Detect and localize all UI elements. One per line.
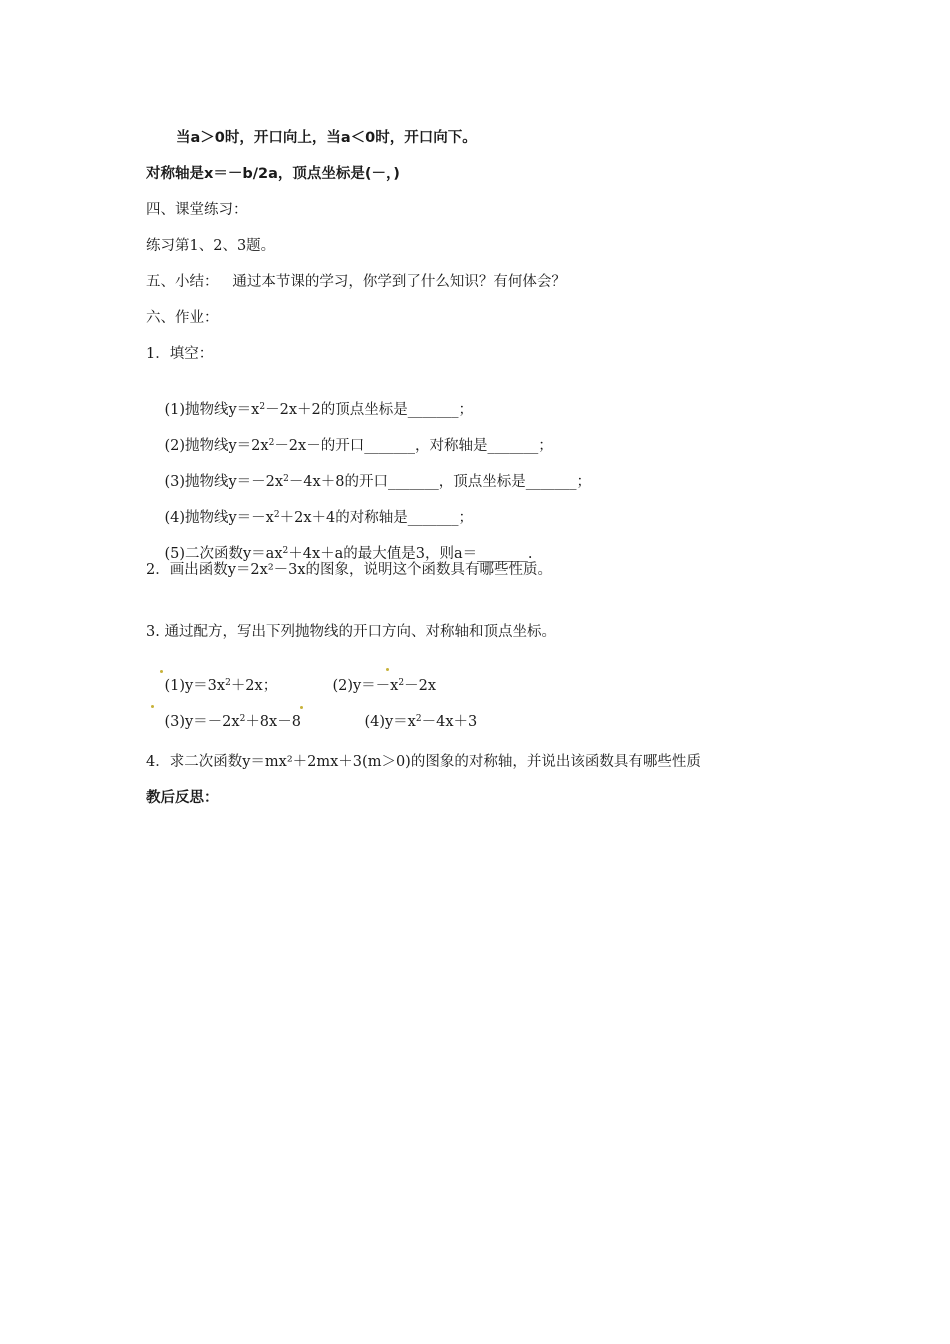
fill-question-4: (4)抛物线$y=-x^2+2x+4$的对称轴是_______； — [164, 510, 473, 526]
section-homework: 六、作业： — [146, 310, 219, 326]
ink-speck — [386, 668, 389, 671]
vertex-direction-line: 当a＞0时，开口向上，当a＜0时，开口向下。 — [176, 130, 477, 146]
square-item-3: $(3)y=-2x^2+8x-8$ — [164, 714, 306, 730]
square-item-4: $(4)y=x^2-4x+3$ — [364, 714, 478, 730]
fill-blank-heading: 1．填空： — [146, 346, 214, 362]
section-classroom-practice: 四、课堂练习： — [146, 202, 248, 218]
fill-question-2: (2)抛物线$y=2x^2-2x-$的开口_______，对称轴是_______； — [164, 438, 553, 454]
ink-speck — [160, 670, 163, 673]
fill-question-3: (3)抛物线$y=-2x^2-4x+8$的开口_______，顶点坐标是_______； — [164, 474, 591, 490]
practice-problems-line: 练习第1、2、3题。 — [146, 238, 276, 254]
symmetry-axis-question: 4．求二次函数y＝mx²＋2mx＋3(m＞0)的图象的对称轴，并说出该函数具有哪些性质 — [146, 754, 701, 770]
graph-question: 2．画出函数y＝2x²－3x的图象，说明这个函数具有哪些性质。 — [146, 562, 553, 578]
axis-vertex-line: 对称轴是x＝－b/2a，顶点坐标是(－，) — [146, 166, 400, 182]
square-item-1: $(1)y=3x^2+2x$； — [164, 678, 278, 694]
fill-question-5: (5)二次函数$y=ax^2+4x+a$的最大值是3，则a＝_______. — [164, 546, 533, 562]
complete-square-question: 3. 通过配方，写出下列抛物线的开口方向、对称轴和顶点坐标。 — [146, 624, 556, 640]
ink-speck — [151, 705, 154, 708]
ink-speck — [300, 706, 303, 709]
section-summary: 五、小结： 通过本节课的学习，你学到了什么知识？有何体会？ — [146, 274, 566, 290]
post-teaching-reflection: 教后反思： — [146, 790, 219, 806]
fill-question-1: (1)抛物线$y=x^2-2x+2$的顶点坐标是_______； — [164, 402, 473, 418]
square-item-2: $(2)y=-x^2-2x$ — [332, 678, 436, 694]
